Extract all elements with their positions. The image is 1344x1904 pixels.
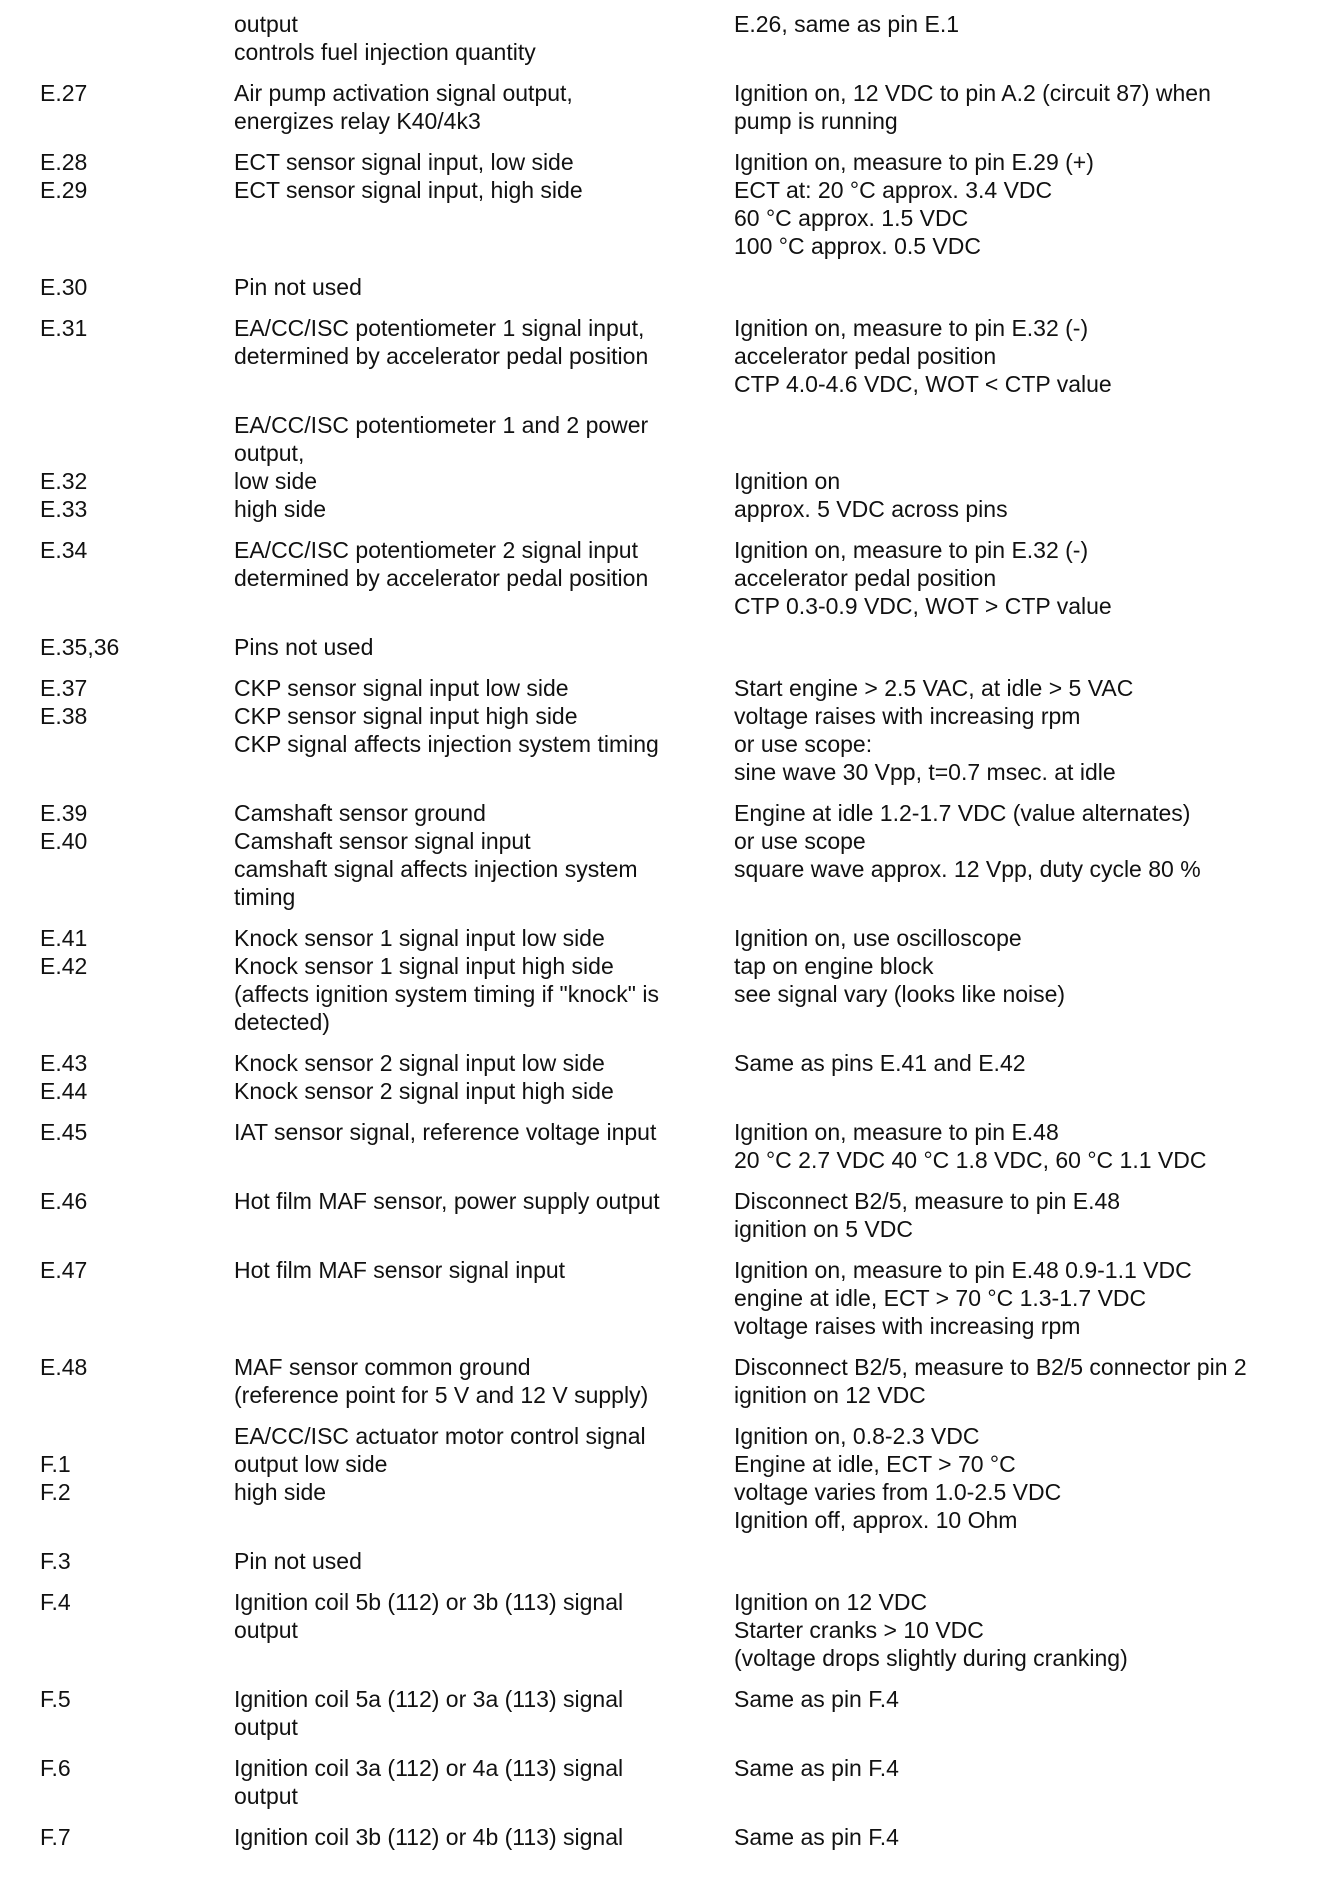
pin-cell (0, 1685, 193, 1741)
test-line: tap on engine block (734, 953, 934, 979)
function-cell (193, 1685, 693, 1741)
function-line: output (234, 1714, 298, 1740)
test-line: or use scope: (734, 731, 873, 757)
function-line: Pin not used (234, 274, 362, 300)
function-cell (193, 411, 693, 523)
function-line: high side (234, 1479, 327, 1505)
test-line: Ignition on, 12 VDC to pin A.2 (circuit 87) when (734, 80, 1211, 106)
function-line: output low side (234, 1451, 388, 1477)
table-row (0, 1353, 1344, 1409)
function-cell (193, 1256, 693, 1340)
pin-cell (0, 1754, 193, 1810)
table-row (0, 1754, 1344, 1810)
function-cell (193, 273, 693, 301)
function-line: Pin not used (234, 1548, 362, 1574)
test-line: voltage raises with increasing rpm (734, 1313, 1081, 1339)
function-line: determined by accelerator pedal position (234, 565, 649, 591)
function-line: IAT sensor signal, reference voltage input (234, 1119, 657, 1145)
function-line: Ignition coil 5a (112) or 3a (113) signal (234, 1686, 624, 1712)
function-line: MAF sensor common ground (234, 1354, 531, 1380)
test-line: pump is running (734, 108, 898, 134)
test-line: Disconnect B2/5, measure to B2/5 connector pin 2 (734, 1354, 1247, 1380)
pin-label: F.4 (40, 1589, 71, 1615)
pin-cell (0, 1256, 193, 1340)
pin-cell (0, 1422, 193, 1534)
pin-label: E.37 (40, 675, 88, 701)
function-line: detected) (234, 1009, 330, 1035)
table-row (0, 1823, 1344, 1851)
pin-cell (0, 536, 193, 620)
table-row (0, 314, 1344, 398)
function-line: Pins not used (234, 634, 374, 660)
test-line: Disconnect B2/5, measure to pin E.48 (734, 1188, 1121, 1214)
function-cell (193, 1118, 693, 1174)
function-cell (193, 1187, 693, 1243)
pin-label: E.45 (40, 1119, 88, 1145)
function-line: EA/CC/ISC potentiometer 1 signal input, (234, 315, 645, 341)
function-cell (193, 799, 693, 911)
function-line: timing (234, 884, 296, 910)
test-line: CTP 4.0-4.6 VDC, WOT < CTP value (734, 371, 1112, 397)
test-line: accelerator pedal position (734, 565, 997, 591)
test-line: or use scope (734, 828, 866, 854)
table-row (0, 273, 1344, 301)
function-line: camshaft signal affects injection system (234, 856, 638, 882)
pin-label: F.6 (40, 1755, 71, 1781)
test-cell (693, 1588, 1344, 1672)
function-line: controls fuel injection quantity (234, 39, 536, 65)
test-line: Ignition on (734, 468, 841, 494)
pin-cell (0, 1547, 193, 1575)
function-cell (193, 1823, 693, 1851)
function-line: Ignition coil 3a (112) or 4a (113) signal (234, 1755, 624, 1781)
function-cell (193, 674, 693, 786)
pin-label: E.28 (40, 149, 88, 175)
test-line: Same as pins E.41 and E.42 (734, 1050, 1026, 1076)
pin-cell (0, 411, 193, 523)
function-line: Camshaft sensor ground (234, 800, 486, 826)
function-line: output (234, 1783, 298, 1809)
function-line: ECT sensor signal input, high side (234, 177, 583, 203)
table-row (0, 1049, 1344, 1105)
test-cell (693, 1353, 1344, 1409)
function-cell (193, 536, 693, 620)
function-cell (193, 633, 693, 661)
test-cell (693, 924, 1344, 1036)
test-line: engine at idle, ECT > 70 °C 1.3-1.7 VDC (734, 1285, 1147, 1311)
test-line: Ignition on, measure to pin E.48 (734, 1119, 1059, 1145)
function-line: CKP sensor signal input low side (234, 675, 569, 701)
test-line: Ignition on, 0.8-2.3 VDC (734, 1423, 980, 1449)
pin-cell (0, 924, 193, 1036)
function-line: low side (234, 468, 318, 494)
table-row (0, 1118, 1344, 1174)
test-cell (693, 1049, 1344, 1105)
function-line: Knock sensor 1 signal input high side (234, 953, 614, 979)
function-line: Camshaft sensor signal input (234, 828, 531, 854)
test-cell (693, 1118, 1344, 1174)
function-cell (193, 79, 693, 135)
pin-table (0, 10, 1344, 1851)
pin-label: E.43 (40, 1050, 88, 1076)
test-line: Ignition on, use oscilloscope (734, 925, 1022, 951)
table-row (0, 148, 1344, 260)
test-cell (693, 1187, 1344, 1243)
pin-cell (0, 1118, 193, 1174)
table-row (0, 10, 1344, 66)
test-cell (693, 1547, 1344, 1575)
pin-cell (0, 799, 193, 911)
function-cell (193, 1588, 693, 1672)
table-row (0, 1685, 1344, 1741)
table-row (0, 1256, 1344, 1340)
table-row (0, 674, 1344, 786)
pin-label: E.35,36 (40, 634, 120, 660)
test-cell (693, 799, 1344, 911)
test-line (734, 439, 1344, 467)
pin-cell (0, 1187, 193, 1243)
pin-cell (0, 1049, 193, 1105)
test-line: Start engine > 2.5 VAC, at idle > 5 VAC (734, 675, 1134, 701)
test-line: ignition on 12 VDC (734, 1382, 926, 1408)
pin-label (40, 411, 193, 439)
function-line: Ignition coil 3b (112) or 4b (113) signal (234, 1824, 624, 1850)
function-line: CKP sensor signal input high side (234, 703, 578, 729)
test-cell (693, 1685, 1344, 1741)
test-line: see signal vary (looks like noise) (734, 981, 1066, 1007)
pin-label: F.1 (40, 1451, 71, 1477)
pin-label (40, 1422, 193, 1450)
pin-label: F.5 (40, 1686, 71, 1712)
function-cell (193, 10, 693, 66)
test-line: ECT at: 20 °C approx. 3.4 VDC (734, 177, 1053, 203)
pin-label: E.34 (40, 537, 88, 563)
test-cell (693, 1256, 1344, 1340)
function-line: (affects ignition system timing if "knock" is (234, 981, 659, 1007)
function-line: EA/CC/ISC actuator motor control signal (234, 1423, 646, 1449)
function-cell (193, 924, 693, 1036)
pin-label: E.44 (40, 1078, 88, 1104)
test-line: Same as pin F.4 (734, 1755, 899, 1781)
function-line: CKP signal affects injection system timing (234, 731, 659, 757)
function-line: Knock sensor 2 signal input low side (234, 1050, 605, 1076)
test-line: Engine at idle 1.2-1.7 VDC (value alternates) (734, 800, 1191, 826)
pin-label: E.38 (40, 703, 88, 729)
test-line: Same as pin F.4 (734, 1686, 899, 1712)
function-line: Hot film MAF sensor signal input (234, 1257, 566, 1283)
test-cell (693, 273, 1344, 301)
function-line: (reference point for 5 V and 12 V supply) (234, 1382, 649, 1408)
pin-label: F.7 (40, 1824, 71, 1850)
test-line: Ignition on, measure to pin E.29 (+) (734, 149, 1094, 175)
table-row (0, 1187, 1344, 1243)
test-cell (693, 674, 1344, 786)
test-line: voltage raises with increasing rpm (734, 703, 1081, 729)
test-cell (693, 411, 1344, 523)
function-line: determined by accelerator pedal position (234, 343, 649, 369)
test-line: Starter cranks > 10 VDC (734, 1617, 984, 1643)
table-row (0, 1588, 1344, 1672)
test-cell (693, 314, 1344, 398)
pin-cell (0, 633, 193, 661)
pin-label: E.27 (40, 80, 88, 106)
pin-cell (0, 79, 193, 135)
test-cell (693, 79, 1344, 135)
function-line: high side (234, 496, 327, 522)
pin-label: E.32 (40, 468, 88, 494)
function-line: EA/CC/ISC potentiometer 1 and 2 power (234, 412, 649, 438)
function-line: output (234, 1617, 298, 1643)
test-line: Ignition on 12 VDC (734, 1589, 928, 1615)
function-cell (193, 1547, 693, 1575)
test-cell (693, 633, 1344, 661)
test-cell (693, 1754, 1344, 1810)
pin-label: F.3 (40, 1548, 71, 1574)
test-line: (voltage drops slightly during cranking) (734, 1645, 1128, 1671)
table-row (0, 1422, 1344, 1534)
test-line: Ignition on, measure to pin E.48 0.9-1.1 VDC (734, 1257, 1192, 1283)
table-row (0, 633, 1344, 661)
pin-label: F.2 (40, 1479, 71, 1505)
pin-cell (0, 1353, 193, 1409)
test-line: voltage varies from 1.0-2.5 VDC (734, 1479, 1062, 1505)
function-cell (193, 1422, 693, 1534)
test-line: Ignition off, approx. 10 Ohm (734, 1507, 1018, 1533)
test-line: CTP 0.3-0.9 VDC, WOT > CTP value (734, 593, 1112, 619)
function-line: Ignition coil 5b (112) or 3b (113) signal (234, 1589, 624, 1615)
test-cell (693, 148, 1344, 260)
pin-cell (0, 314, 193, 398)
test-line (734, 411, 1344, 439)
pin-cell (0, 10, 193, 66)
test-line: 60 °C approx. 1.5 VDC (734, 205, 969, 231)
function-line: ECT sensor signal input, low side (234, 149, 574, 175)
pin-label (40, 439, 193, 467)
pin-cell (0, 674, 193, 786)
function-cell (193, 148, 693, 260)
function-cell (193, 1754, 693, 1810)
pin-cell (0, 273, 193, 301)
test-line: ignition on 5 VDC (734, 1216, 913, 1242)
function-line: output, (234, 440, 305, 466)
table-row (0, 1547, 1344, 1575)
function-line: Knock sensor 2 signal input high side (234, 1078, 614, 1104)
table-row (0, 799, 1344, 911)
pin-label: E.48 (40, 1354, 88, 1380)
pin-cell (0, 1823, 193, 1851)
test-cell (693, 10, 1344, 66)
function-cell (193, 1353, 693, 1409)
test-line: sine wave 30 Vpp, t=0.7 msec. at idle (734, 759, 1116, 785)
pin-cell (0, 148, 193, 260)
pin-label: E.33 (40, 496, 88, 522)
pin-label: E.39 (40, 800, 88, 826)
table-row (0, 536, 1344, 620)
test-line: accelerator pedal position (734, 343, 997, 369)
test-line: Same as pin F.4 (734, 1824, 899, 1850)
test-line: 100 °C approx. 0.5 VDC (734, 233, 981, 259)
test-line: square wave approx. 12 Vpp, duty cycle 80 % (734, 856, 1201, 882)
function-line: Hot film MAF sensor, power supply output (234, 1188, 660, 1214)
test-cell (693, 1422, 1344, 1534)
pin-label: E.41 (40, 925, 88, 951)
function-line: output (234, 11, 298, 37)
pin-label: E.40 (40, 828, 88, 854)
pin-label: E.29 (40, 177, 88, 203)
function-cell (193, 1049, 693, 1105)
test-line: Engine at idle, ECT > 70 °C (734, 1451, 1016, 1477)
pin-label: E.47 (40, 1257, 88, 1283)
test-line: Ignition on, measure to pin E.32 (-) (734, 315, 1089, 341)
test-line: 20 °C 2.7 VDC 40 °C 1.8 VDC, 60 °C 1.1 VDC (734, 1147, 1207, 1173)
pin-label: E.31 (40, 315, 88, 341)
pin-cell (0, 1588, 193, 1672)
function-line: Knock sensor 1 signal input low side (234, 925, 605, 951)
pin-label: E.46 (40, 1188, 88, 1214)
test-line: Ignition on, measure to pin E.32 (-) (734, 537, 1089, 563)
function-line: Air pump activation signal output, (234, 80, 573, 106)
test-cell (693, 1823, 1344, 1851)
table-row (0, 79, 1344, 135)
function-cell (193, 314, 693, 398)
function-line: EA/CC/ISC potentiometer 2 signal input (234, 537, 638, 563)
pin-label: E.42 (40, 953, 88, 979)
test-cell (693, 536, 1344, 620)
test-line: approx. 5 VDC across pins (734, 496, 1008, 522)
pin-label: E.30 (40, 274, 88, 300)
test-line: E.26, same as pin E.1 (734, 11, 960, 37)
table-row (0, 924, 1344, 1036)
function-line: energizes relay K40/4k3 (234, 108, 481, 134)
table-row (0, 411, 1344, 523)
